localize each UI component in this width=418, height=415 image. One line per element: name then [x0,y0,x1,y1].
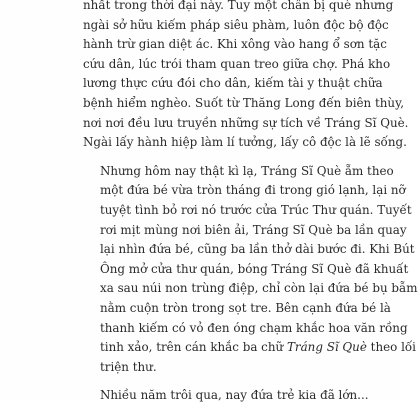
text-line: nằm cuộn tròn trong sọt tre. Bên cạnh đứa bé là [100,300,391,315]
text-line: Nhiều năm trôi qua, nay đứa trẻ kia đã lớn... [100,388,369,403]
paragraph-1 [83,0,409,153]
paragraph-2 [83,162,418,378]
text-line: một đứa bé vừa tròn tháng đi trong gió lạnh, lại nỡ [100,183,406,198]
sword-inscription: Tráng Sĩ Què [286,340,367,355]
text-line: Ngài lấy hành hiệp làm lí tưởng, lấy cô độc là lẽ sống. [83,135,407,150]
paragraph-3 [83,386,369,406]
text-line: lại nhìn đứa bé, cũng ba lần thở dài bước đi. Khi Bút [100,242,415,257]
text-line [83,338,416,358]
text-line: rơi mịt mùng nơi biên ải, Tráng Sĩ Què ba lần quay [100,222,407,237]
text-line: xa sau núi non trùng điệp, chỉ còn lại đứa bé bụ bẫm [100,281,418,296]
text-line: nhất trong thời đại này. Tuy một chân bị què nhưng [83,0,394,12]
text-line: nơi nơi đều lưu truyền những sự tích về Tráng Sĩ Què. [83,115,409,130]
text-fragment: theo lối [366,340,416,355]
text-line: Nhưng hôm nay thật kì lạ, Tráng Sĩ Què ẵm theo [100,163,394,178]
text-fragment: tinh xảo, trên cán khắc ba chữ [100,340,287,355]
text-line: thanh kiếm có vỏ đen óng chạm khắc hoa văn rồng [100,320,408,335]
text-line: Ông mở cửa thư quán, bóng Tráng Sĩ Què đã khuất [100,261,409,276]
text-body [83,0,418,415]
text-line: lương thực cứu đói cho dân, kiếm tài y thuật chữa [83,76,383,91]
text-line: hành trừ gian diệt ác. Khi xông vào hang ổ sơn tặc [83,37,387,52]
text-line: cứu dân, lúc trói tham quan treo giữa chợ. Phá kho [83,56,391,71]
text-line: triện thư. [100,359,157,374]
text-line: tuyệt tình bỏ rơi nó trước cửa Trúc Thư quán. Tuyết [100,202,412,217]
text-line: bệnh hiểm nghèo. Suốt từ Thăng Long đến biên thùy, [83,95,404,110]
text-line: ngài sở hữu kiếm pháp siêu phàm, luôn độc bộ độc [83,17,389,32]
